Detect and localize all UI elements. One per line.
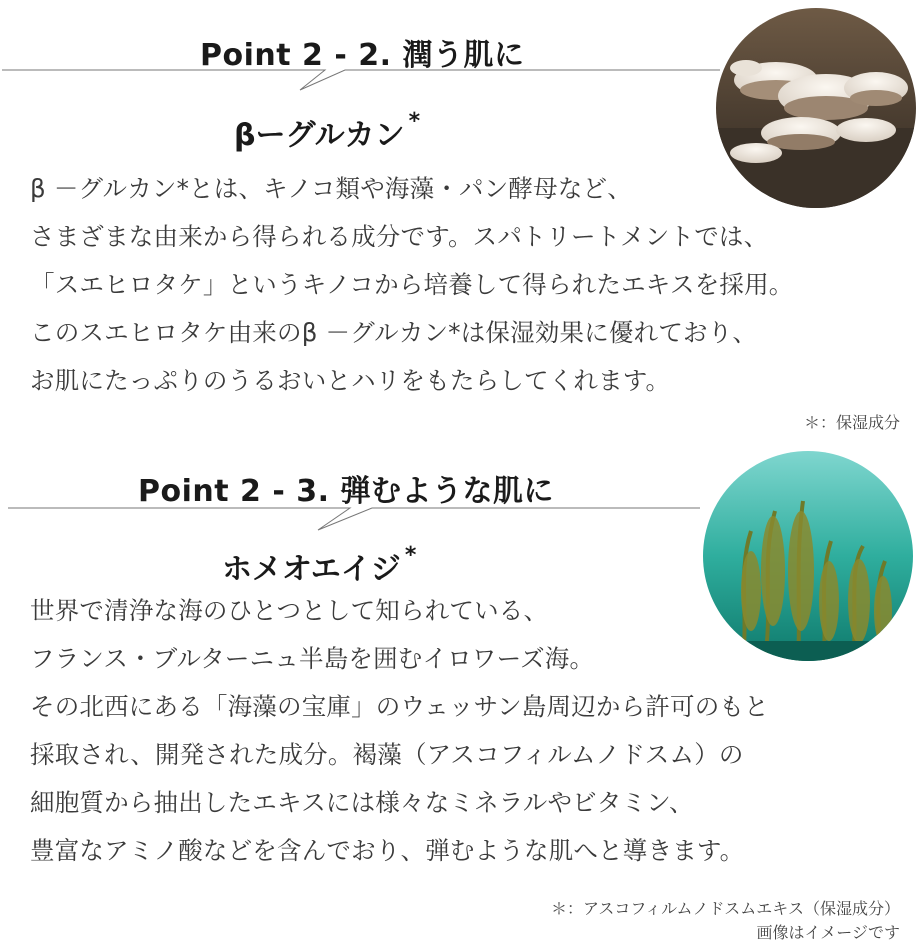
section2-heading: Point 2 - 3. 弾むような肌に xyxy=(138,474,554,509)
section2-line-2: フランス・ブルターニュ半島を囲むイロワーズ海。 xyxy=(30,644,595,673)
mushroom-photo xyxy=(716,8,916,208)
image-disclaimer: 画像はイメージです xyxy=(756,923,900,942)
section2-heading-rule xyxy=(0,496,720,536)
section1-heading-rule xyxy=(0,58,740,98)
section2-line-3: その北西にある「海藻の宝庫」のウェッサン島周辺から許可のもと xyxy=(30,692,769,721)
section2-line-6: 豊富なアミノ酸などを含んでおり、弾むような肌へと導きます。 xyxy=(30,836,745,865)
section1-line-3: 「スエヒロタケ」というキノコから培養して得られたエキスを採用。 xyxy=(30,270,794,299)
section2-ingredient-name: ホメオエイジ xyxy=(222,552,401,587)
section2-ingredient-asterisk: * xyxy=(404,543,417,568)
section1-line-2: さまざまな由来から得られる成分です。スパトリートメントでは、 xyxy=(30,222,769,251)
section2-line-1: 世界で清浄な海のひとつとして知られている、 xyxy=(30,596,549,625)
section1-line-5: お肌にたっぷりのうるおいとハリをもたらしてくれます。 xyxy=(30,366,671,395)
section2-line-4: 採取され、開発された成分。褐藻（アスコフィルムノドスム）の xyxy=(30,740,744,769)
seaweed-photo xyxy=(703,451,913,661)
section2-ingredient xyxy=(222,544,416,588)
section2-line-5: 細胞質から抽出したエキスには様々なミネラルやビタミン、 xyxy=(30,788,694,817)
section1-heading: Point 2 - 2. 潤う肌に xyxy=(200,38,525,73)
section1-ingredient-name: βーグルカン xyxy=(234,118,405,153)
section1-ingredient-asterisk: * xyxy=(408,109,421,134)
section1-line-1: β －グルカン*とは、キノコ類や海藻・パン酵母など、 xyxy=(30,174,632,203)
section1-footnote: ＊：保湿成分 xyxy=(803,413,900,432)
section2-footnote: ＊：アスコフィルムノドスムエキス（保湿成分） xyxy=(551,899,900,918)
section1-ingredient xyxy=(234,110,420,154)
section1-line-4: このスエヒロタケ由来のβ －グルカン*は保湿効果に優れており、 xyxy=(30,318,758,347)
